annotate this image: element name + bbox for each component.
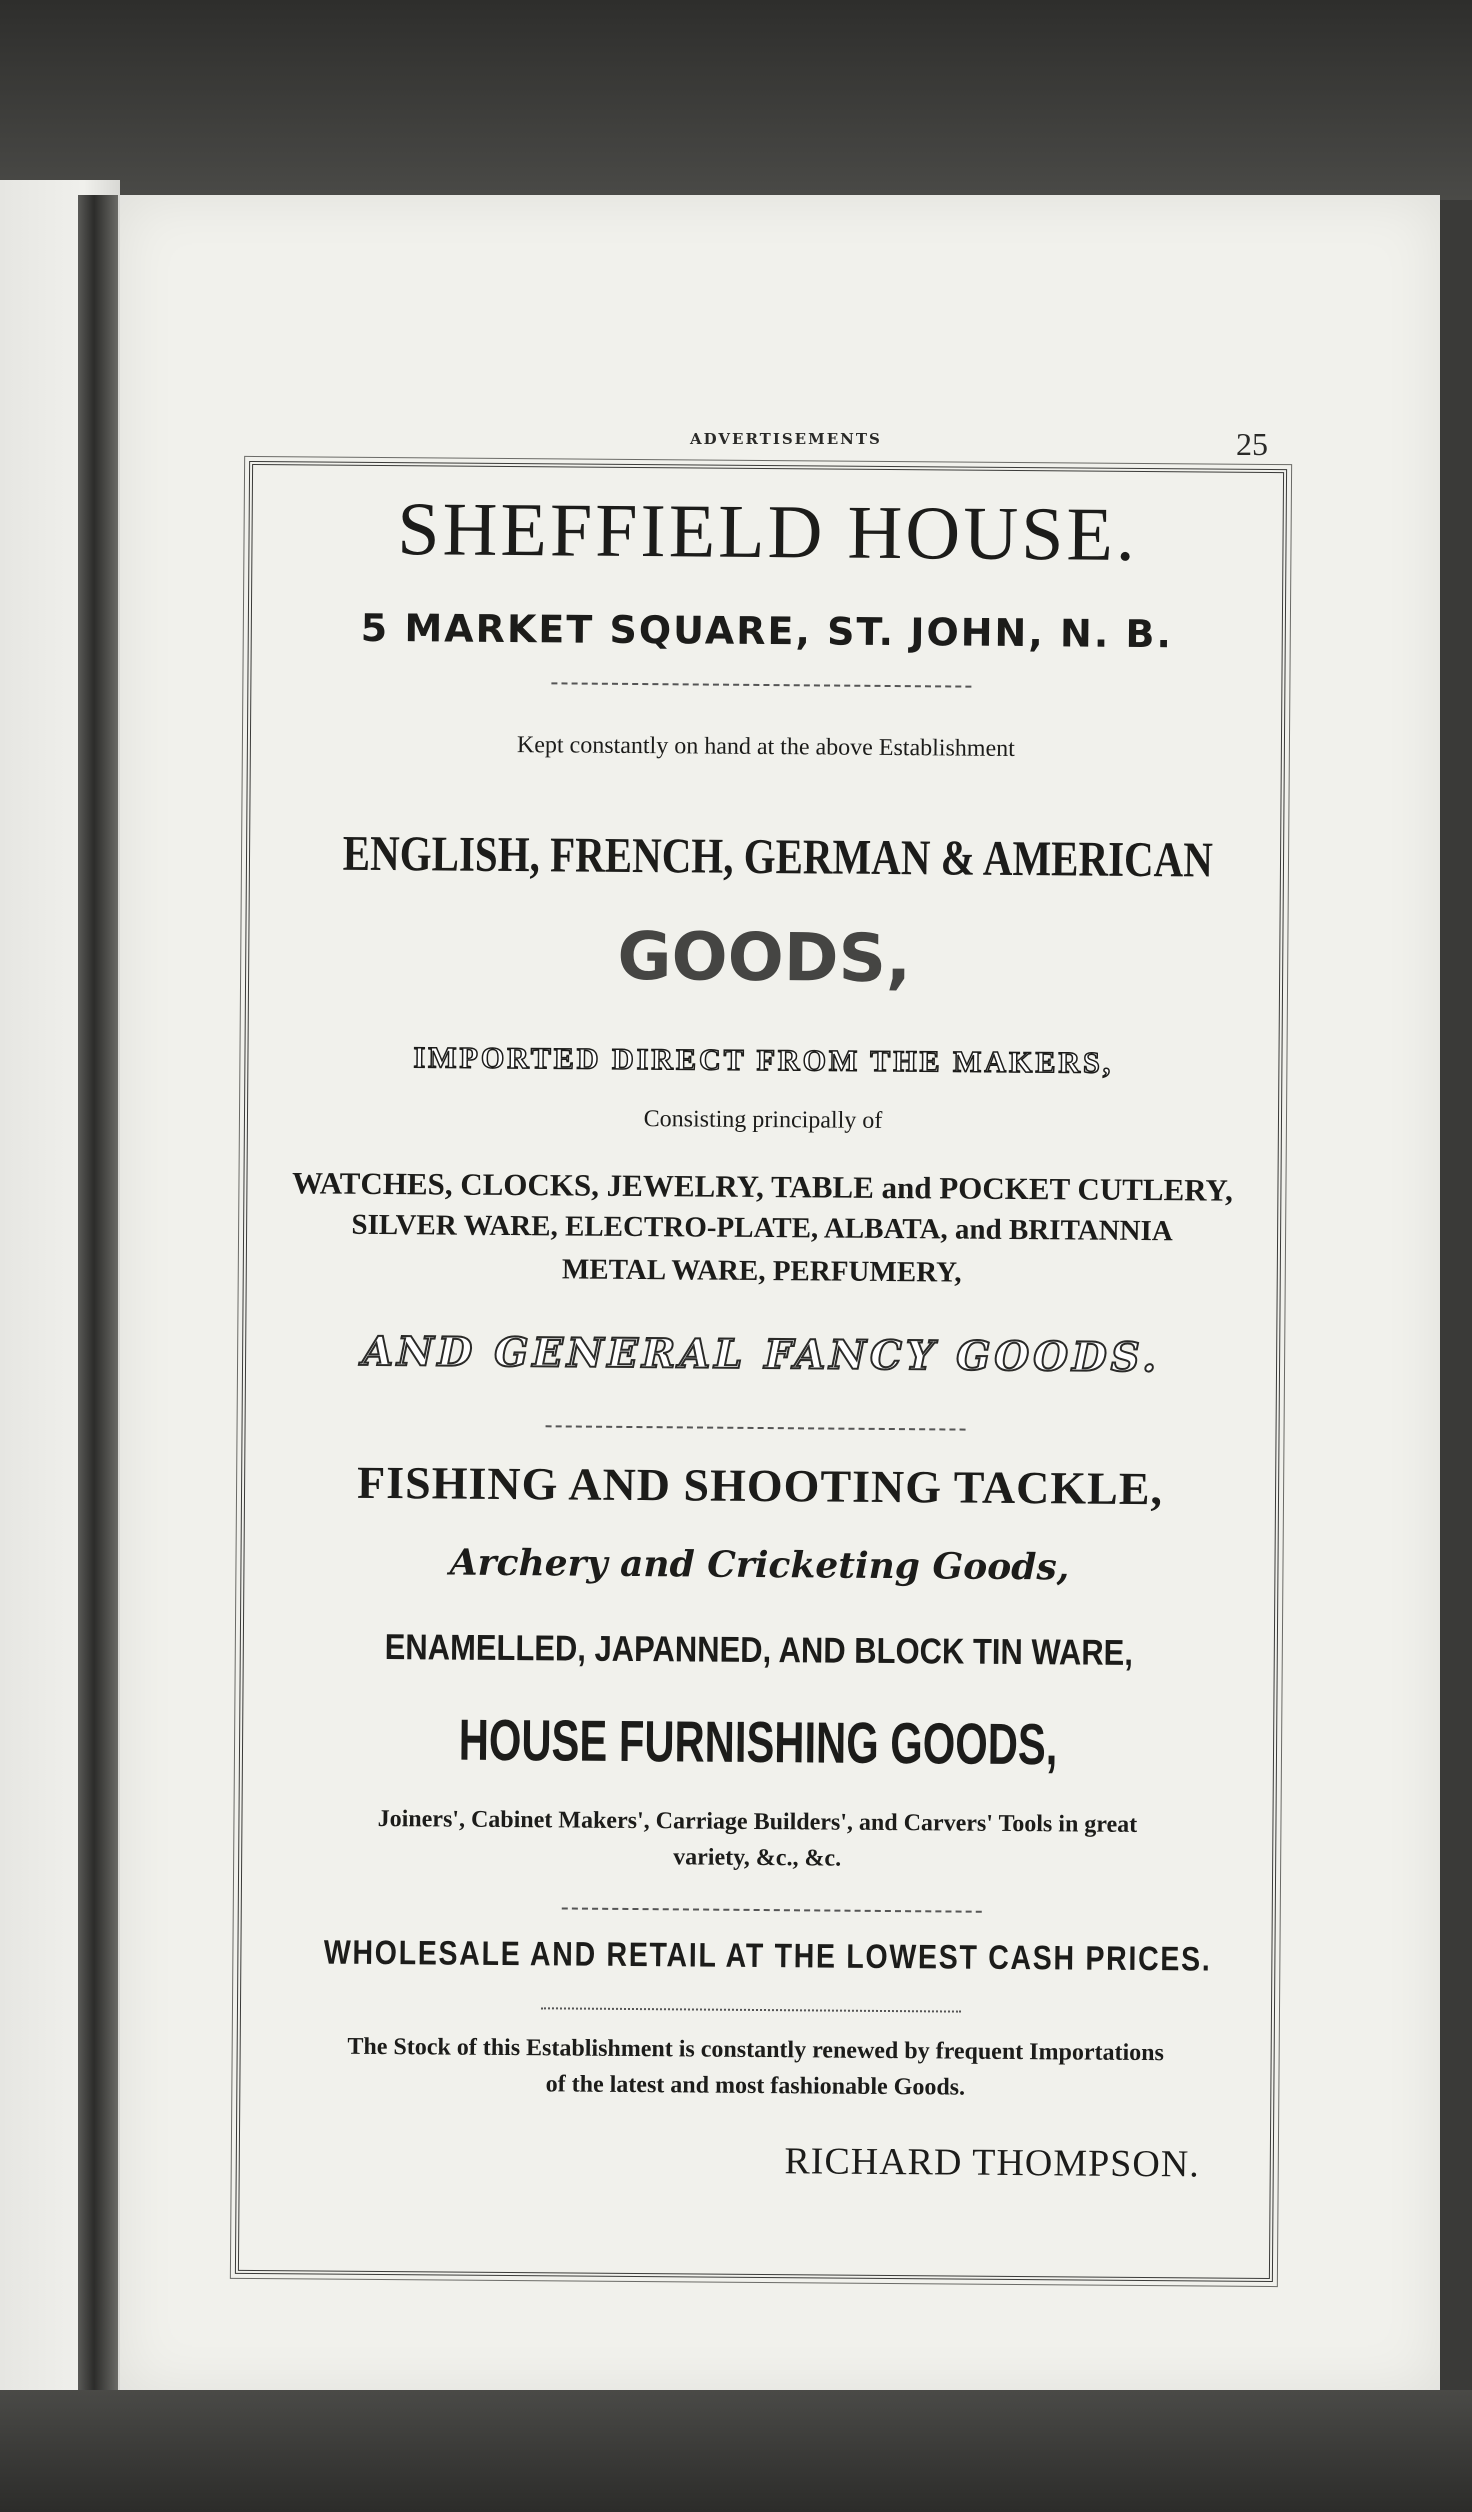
ad-items-line-2: SILVER WARE, ELECTRO-PLATE, ALBATA, and BRITANNIA	[351, 1208, 1173, 1248]
ad-fishing: FISHING AND SHOOTING TACKLE,	[356, 1456, 1164, 1515]
ad-tools-line-2: variety, &c., &c.	[673, 1844, 842, 1872]
page-number: 25	[1236, 426, 1268, 462]
advertisement-frame	[235, 461, 1287, 2282]
ad-proprietor: RICHARD THOMPSON.	[784, 2140, 1200, 2186]
divider	[562, 1907, 982, 1912]
divider	[551, 682, 971, 687]
book-spine	[78, 195, 118, 2395]
ad-tools-line-1: Joiners', Cabinet Makers', Carriage Builders', and Carvers' Tools in great	[377, 1806, 1138, 1838]
ad-wholesale: WHOLESALE AND RETAIL AT THE LOWEST CASH PRICES.	[323, 1933, 1212, 1979]
ad-house-furnishing: HOUSE FURNISHING GOODS,	[458, 1707, 1058, 1778]
ad-goods: GOODS,	[617, 917, 912, 998]
divider	[546, 1425, 966, 1430]
ad-address: 5 MARKET SQUARE, ST. JOHN, N. B.	[360, 605, 1174, 657]
scan-background-bottom	[0, 2390, 1472, 2512]
ad-origins: ENGLISH, FRENCH, GERMAN & AMERICAN	[342, 824, 1214, 888]
ad-items-line-1: WATCHES, CLOCKS, JEWELRY, TABLE and POCKET CUTLERY,	[291, 1165, 1233, 1208]
ad-intro: Kept constantly on hand at the above Establishment	[516, 732, 1015, 762]
ad-title: SHEFFIELD HOUSE.	[397, 487, 1139, 577]
ad-archery: Archery and Cricketing Goods,	[449, 1541, 1070, 1589]
divider	[541, 2007, 961, 2012]
ad-imported: IMPORTED DIRECT FROM THE MAKERS,	[413, 1041, 1114, 1080]
ad-stock-line-2: of the latest and most fashionable Goods.	[545, 2071, 966, 2101]
ad-items-line-3: METAL WARE, PERFUMERY,	[561, 1253, 962, 1289]
ad-fancy-goods: AND GENERAL FANCY GOODS.	[361, 1327, 1161, 1382]
ad-enamelled: ENAMELLED, JAPANNED, AND BLOCK TIN WARE,	[384, 1626, 1134, 1673]
ad-stock-line-1: The Stock of this Establishment is constantly renewed by frequent Importations	[347, 2033, 1165, 2067]
scan-background-top	[0, 0, 1472, 200]
running-head: ADVERTISEMENTS	[690, 430, 882, 448]
ad-consisting: Consisting principally of	[643, 1106, 883, 1134]
